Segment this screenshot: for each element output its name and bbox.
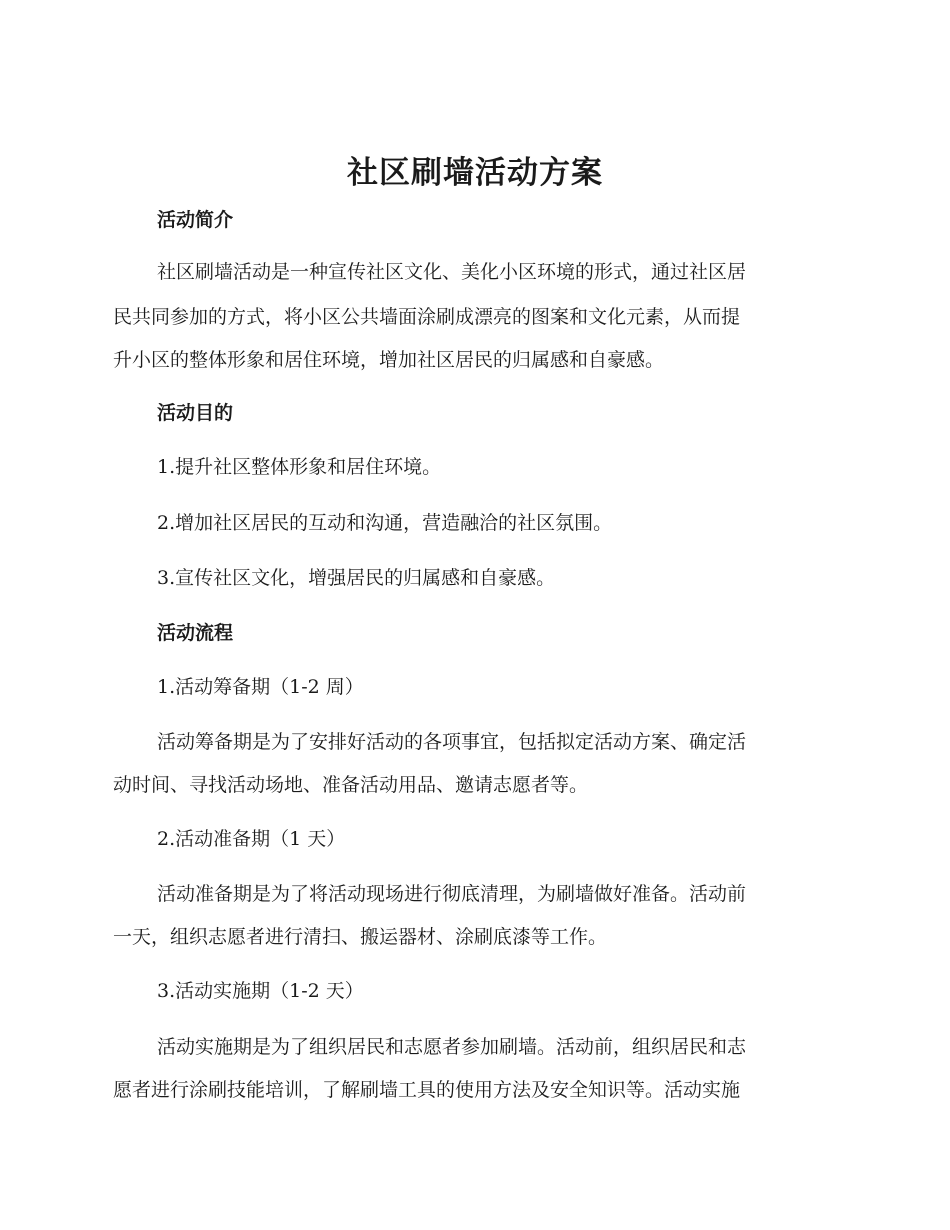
purpose-item: 3.宣传社区文化，增强居民的归属感和自豪感。 [157, 567, 556, 589]
document-title: 社区刷墙活动方案 [347, 155, 603, 191]
intro-paragraph-line: 社区刷墙活动是一种宣传社区文化、美化小区环境的形式，通过社区居 [157, 261, 747, 283]
section-heading-process: 活动流程 [157, 622, 234, 644]
process-stage-title: 3.活动实施期（1-2 天） [157, 980, 364, 1002]
process-stage-line: 愿者进行涂刷技能培训，了解刷墙工具的使用方法及安全知识等。活动实施 [113, 1079, 741, 1101]
process-stage-line: 动时间、寻找活动场地、准备活动用品、邀请志愿者等。 [113, 774, 589, 796]
section-heading-purpose: 活动目的 [157, 402, 234, 424]
purpose-item: 2.增加社区居民的互动和沟通，营造融洽的社区氛围。 [157, 512, 613, 534]
purpose-item: 1.提升社区整体形象和居住环境。 [157, 456, 442, 478]
process-stage-title: 1.活动筹备期（1-2 周） [157, 676, 364, 698]
process-stage-title: 2.活动准备期（1 天） [157, 828, 346, 850]
process-stage-line: 活动准备期是为了将活动现场进行彻底清理，为刷墙做好准备。活动前 [157, 883, 747, 905]
process-stage-line: 一天，组织志愿者进行清扫、搬运器材、涂刷底漆等工作。 [113, 926, 608, 948]
intro-paragraph-line: 升小区的整体形象和居住环境，增加社区居民的归属感和自豪感。 [113, 349, 665, 371]
section-heading-intro: 活动简介 [157, 209, 234, 231]
process-stage-line: 活动筹备期是为了安排好活动的各项事宜，包括拟定活动方案、确定活 [157, 731, 747, 753]
intro-paragraph-line: 民共同参加的方式，将小区公共墙面涂刷成漂亮的图案和文化元素，从而提 [113, 306, 741, 328]
process-stage-line: 活动实施期是为了组织居民和志愿者参加刷墙。活动前，组织居民和志 [157, 1036, 747, 1058]
